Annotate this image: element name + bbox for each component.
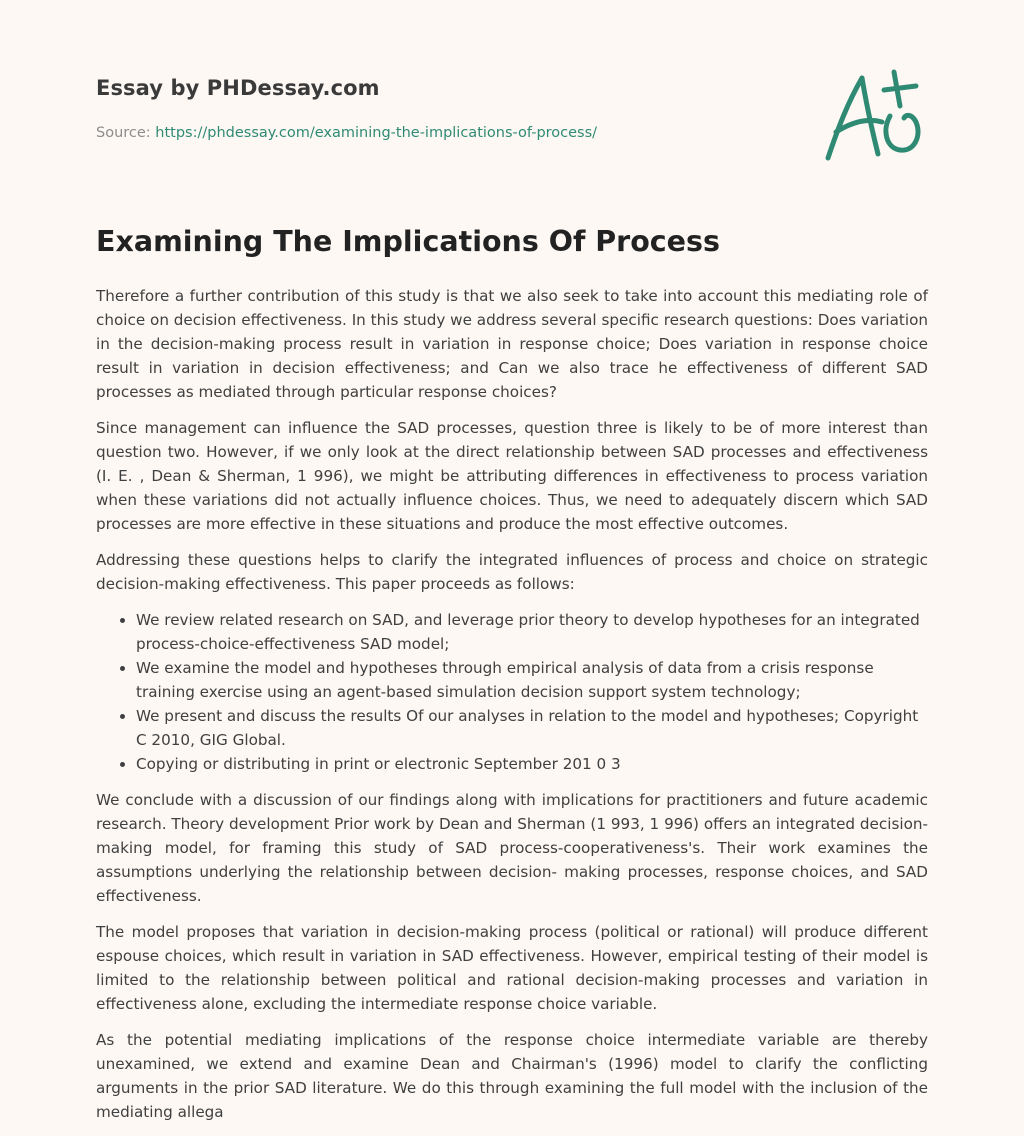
brand-title: Essay by PHDessay.com	[96, 76, 380, 100]
list-item: • We examine the model and hypotheses through empirical analysis of data from a crisis response training exercise using an agent-based simulation decision support system technology;	[136, 656, 928, 704]
list-item: • We review related research on SAD, and leverage prior theory to develop hypotheses for an integrated process-choice-effectiveness SAD model;	[136, 608, 928, 656]
paragraph: The model proposes that variation in decision-making process (political or rational) will produce different espouse choices, which result in variation in SAD effectiveness. However, empirical testing of their model is limited to the relationship between political and rational decision-making processes and variation in effectiveness alone, excluding the intermediate response choice variable.	[96, 923, 928, 1013]
source-link[interactable]: https://phdessay.com/examining-the-implications-of-process/	[155, 125, 598, 141]
page-header	[96, 76, 796, 141]
paragraph: Since management can influence the SAD processes, question three is likely to be of more interest than question two. However, if we only look at the direct relationship between SAD processes and effectiveness (I. E. , Dean & Sherman, 1 996), we might be attributing differences in effectiveness to process variation when these variations did not actually influence choices. Thus, we need to adequately discern which SAD processes are more effective in these situations and produce the most effective outcomes.	[96, 419, 928, 533]
a-plus-icon	[822, 66, 928, 166]
list-item: • We present and discuss the results Of our analyses in relation to the model and hypotheses; Copyright C 2010, GIG Global.	[136, 704, 928, 752]
essay-body	[96, 284, 928, 1136]
paragraph: Addressing these questions helps to clarify the integrated influences of process and choice on strategic decision-making effectiveness. This paper proceeds as follows:	[96, 551, 928, 593]
essay-title: Examining The Implications Of Process	[96, 225, 720, 258]
bullet-list	[96, 608, 928, 776]
paragraph: Therefore a further contribution of this study is that we also seek to take into account this mediating role of choice on decision effectiveness. In this study we address several specific research questions: Does variation in the decision-making process result in variation in response choice; Does variation in response choice result in variation in decision effectiveness; and Can we also trace he effectiveness of different SAD processes as mediated through particular response choices?	[96, 287, 928, 401]
paragraph: We conclude with a discussion of our findings along with implications for practitioners and future academic research. Theory development Prior work by Dean and Sherman (1 993, 1 996) offers an integrated decision-making model, for framing this study of SAD process-cooperativeness's. Their work examines the assumptions underlying the relationship between decision- making processes, response choices, and SAD effectiveness.	[96, 791, 928, 905]
paragraph: As the potential mediating implications of the response choice intermediate variable are thereby unexamined, we extend and examine Dean and Chairman's (1996) model to clarify the conflicting arguments in the prior SAD literature. We do this through examining the full model with the inclusion of the mediating allega	[96, 1031, 928, 1121]
list-item: • Copying or distributing in print or electronic September 201 0 3	[136, 752, 928, 776]
source-label: Source:	[96, 125, 151, 141]
source-line	[96, 125, 597, 141]
